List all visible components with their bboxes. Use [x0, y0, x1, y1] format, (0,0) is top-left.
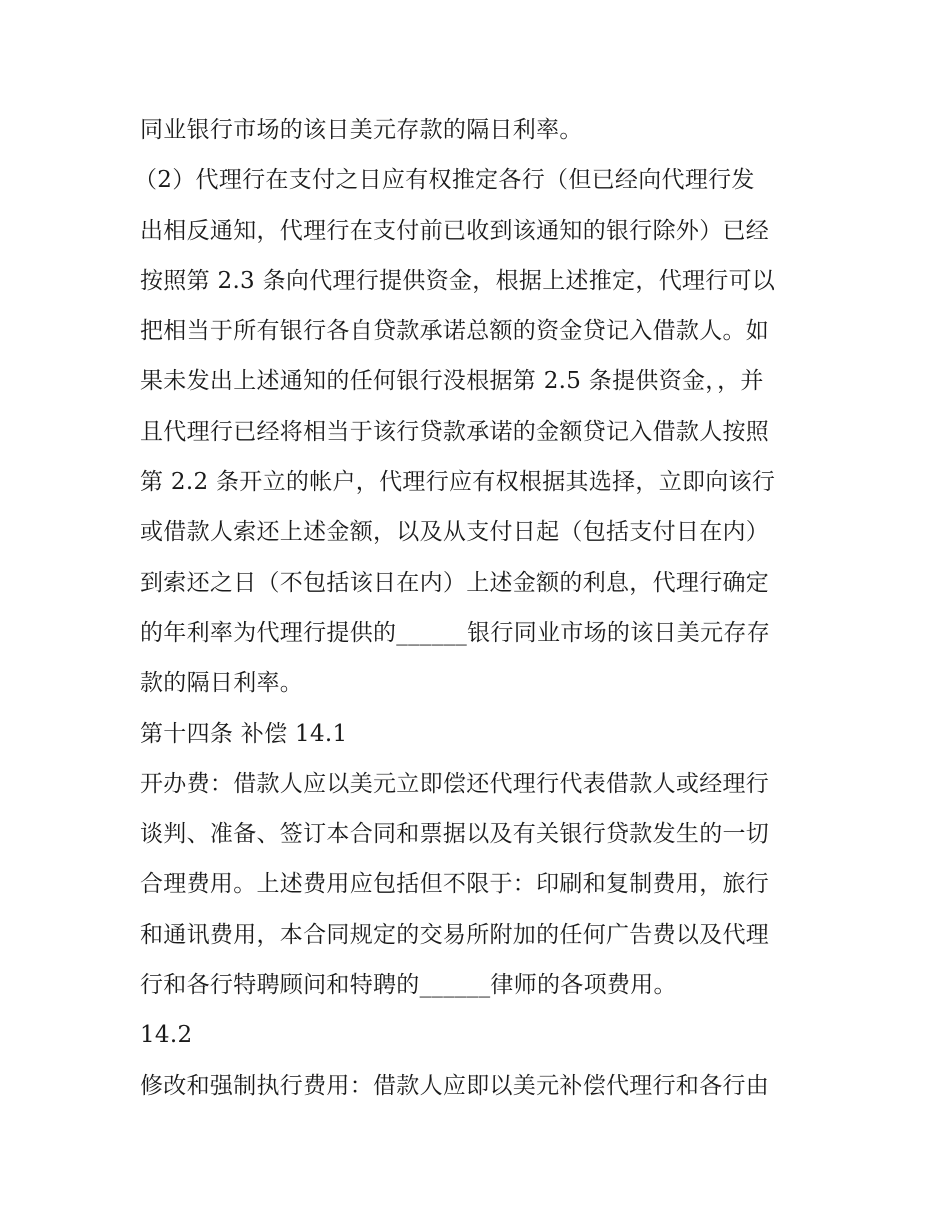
text-line-4: 按照第 2.3 条向代理行提供资金，根据上述推定，代理行可以: [140, 267, 776, 294]
text-line-1: 同业银行市场的该日美元存款的隔日利率。: [140, 117, 583, 143]
text-line-7: 且代理行已经将相当于该行贷款承诺的金额贷记入借款人按照: [140, 418, 770, 445]
text-line-12: 款的隔日利率。: [140, 670, 304, 697]
clause-number: 14.2: [140, 1022, 193, 1049]
text-line-18: 行和各行特聘顾问和特聘的______律师的各项费用。: [140, 972, 677, 999]
text-line-9: 或借款人索还上述金额，以及从支付日起（包括支付日在内）: [140, 519, 770, 546]
text-line-16: 合理费用。上述费用应包括但不限于：印刷和复制费用，旅行: [140, 871, 770, 898]
text-line-6: 果未发出上述通知的任何银行没根据第 2.5 条提供资金，，并: [140, 368, 764, 395]
text-line-20: 修改和强制执行费用：借款人应即以美元补偿代理行和各行由: [140, 1072, 770, 1099]
document-body: [134, 105, 820, 1111]
text-line-10: 到索还之日（不包括该日在内）上述金额的利息，代理行确定: [140, 569, 770, 596]
text-line-14: 开办费：借款人应以美元立即偿还代理行代表借款人或经理行: [140, 770, 770, 797]
text-line-15: 谈判、准备、签订本合同和票据以及有关银行贷款发生的一切: [140, 821, 770, 848]
text-line-17: 和通讯费用，本合同规定的交易所附加的任何广告费以及代理: [140, 921, 770, 948]
text-line-11: 的年利率为代理行提供的______银行同业市场的该日美元存存: [140, 619, 770, 646]
text-line-3: 出相反通知，代理行在支付前已收到该通知的银行除外）已经: [140, 217, 770, 244]
text-line-2: （2）代理行在支付之日应有权推定各行（但已经向代理行发: [134, 167, 755, 194]
text-line-8: 第 2.2 条开立的帐户，代理行应有权根据其选择，立即向该行: [140, 469, 776, 496]
section-heading: 第十四条 补偿 14.1: [140, 720, 348, 747]
text-line-5: 把相当于所有银行各自贷款承诺总额的资金贷记入借款人。如: [140, 318, 770, 345]
